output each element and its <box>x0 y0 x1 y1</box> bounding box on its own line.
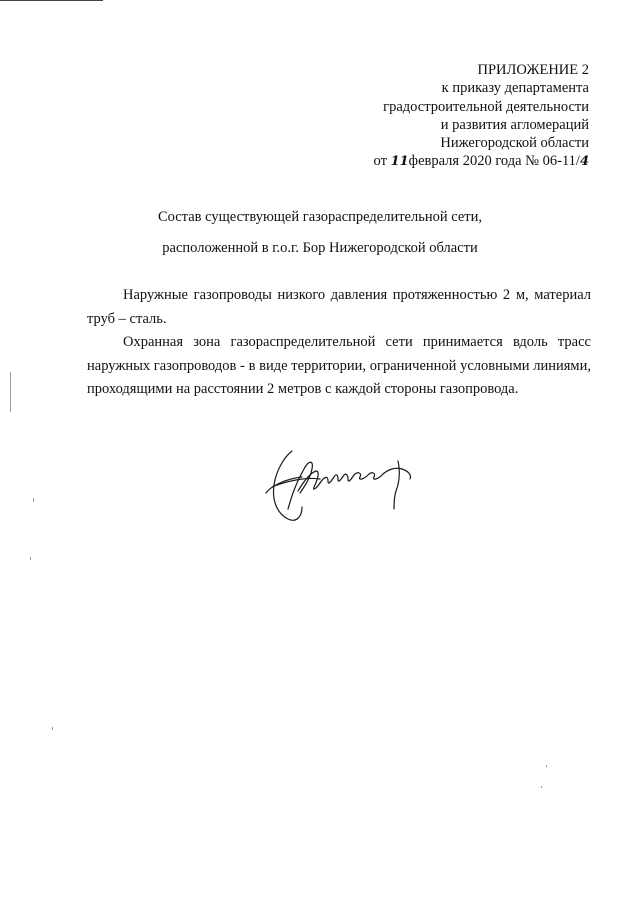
body-paragraph: Охранная зона газораспределительной сети принимается вдоль трасс наружных газопроводов - в виде территории, ограниченной условными линиями, проходящими на расстоянии 2 метров с каждой стороны газопровода. <box>87 334 591 397</box>
scan-artifact <box>33 498 34 502</box>
date-prefix: от <box>373 153 387 170</box>
handwritten-day: 11 <box>390 154 409 170</box>
appendix-line: Нижегородской области <box>440 135 589 152</box>
handwritten-number: 4 <box>579 154 589 170</box>
date-rest: февраля 2020 года № 06-11/ <box>408 153 580 170</box>
appendix-line: и развития агломераций <box>440 116 589 133</box>
scan-artifact <box>541 786 542 788</box>
title-line: расположенной в г.о.г. Бор Нижегородской области <box>162 240 478 256</box>
appendix-line: к приказу департамента <box>441 80 589 97</box>
appendix-header <box>374 61 589 172</box>
appendix-line: градостроительной деятельности <box>383 98 589 115</box>
body-paragraph: Наружные газопроводы низкого давления протяженностью 2 м, материал труб – сталь. <box>87 287 591 327</box>
appendix-title: ПРИЛОЖЕНИЕ 2 <box>477 62 589 78</box>
scan-artifact <box>30 557 31 560</box>
scan-artifact <box>52 727 53 730</box>
scan-edge-line <box>0 0 103 1</box>
handwritten-signature <box>262 447 427 527</box>
appendix-date-line <box>374 152 589 171</box>
scan-artifact <box>546 765 547 767</box>
title-line: Состав существующей газораспределительной сети, <box>157 209 483 225</box>
document-title <box>0 202 640 264</box>
document-body <box>87 284 591 402</box>
scan-artifact <box>10 372 11 412</box>
